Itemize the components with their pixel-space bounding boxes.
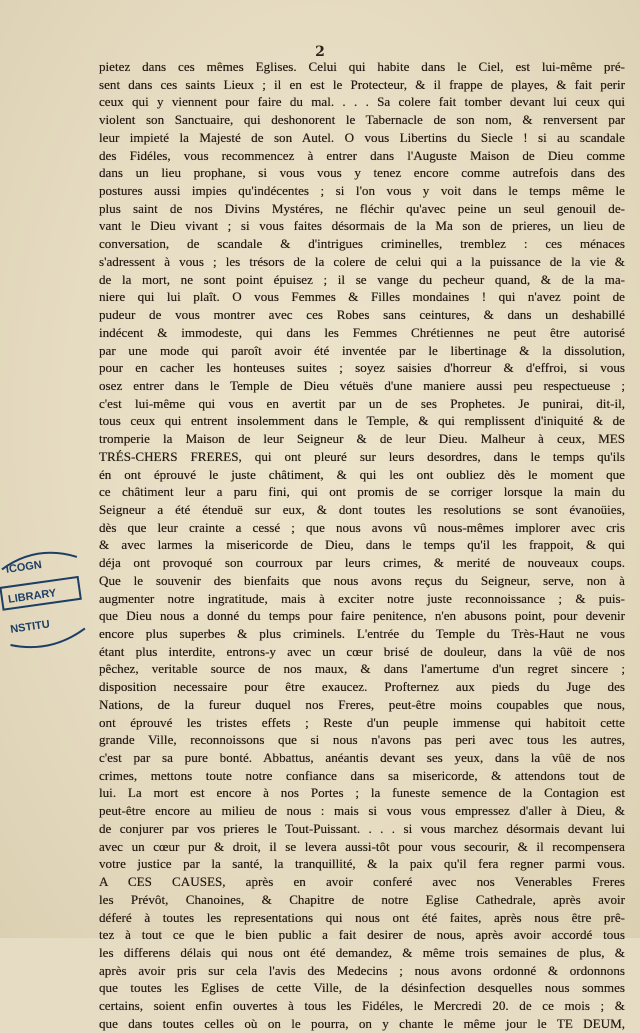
text-line: vant le Dieu vivant ; si vous faites désormais de la Ma son de prieres, un lieu de bbox=[99, 218, 625, 234]
stamp-bottom-text: NSTITU bbox=[9, 618, 51, 636]
text-line: dans un lieu prophane, si vous vous y tenez encore comme autrefois dans des bbox=[99, 165, 625, 181]
text-line: étant plus interdite, entrons-y avec un cœur brisé de douleur, dans la vûë de nos bbox=[99, 643, 625, 659]
text-line: encore plus superbes & plus criminels. L'entrée du Temple du Très-Haut ne vous bbox=[99, 626, 625, 641]
library-stamp bbox=[0, 542, 86, 650]
text-line: que dans toutes celles où on le pourra, on y chante le même jour le TE DEUM, bbox=[99, 1015, 625, 1031]
text-line: s'adressent à vous ; les trésors de la colere de celui qui a la puissance de la vie & bbox=[99, 253, 625, 269]
text-line: pietez dans ces mêmes Eglises. Celui qui habite dans le Ciel, est lui-même pré- bbox=[99, 59, 625, 74]
text-line: osez entrer dans le Temple de Dieu vétuës d'une maniere aussi peu respectueuse ; bbox=[99, 377, 625, 393]
text-line: déferé à toutes les representations qui nous ont été faites, après nous être prê- bbox=[99, 909, 625, 925]
text-line: les differens délais qui nous ont été demandez, & même trois semaines de plus, & bbox=[99, 944, 625, 960]
text-line: sent dans ces saints Lieux ; il en est le Protecteur, & il frappe de playes, & fait perir bbox=[99, 76, 625, 92]
text-line: pour en cacher les honteuses suites ; soyez saisies d'horreur & d'effroi, si vous bbox=[99, 360, 625, 376]
text-line: conversation, de scandale & d'intrigues criminelles, tremblez : ces ménaces bbox=[99, 236, 625, 252]
text-line: avec un cœur pur & droit, il se levera aussi-tôt pour vous secourir, & il recompensera bbox=[99, 838, 625, 854]
text-line: par une mode qui paroît avoir été inventée par le libertinage & la dissolution, bbox=[99, 342, 625, 358]
text-line: certains, soient enfin ouvertes à tous les Fidéles, le Mercredi 20. de ce mois ; & bbox=[99, 998, 625, 1014]
body-text bbox=[99, 58, 625, 1033]
text-line: votre justice par la santé, la tranquillité, & la paix qu'il fera regner parmi vous. bbox=[99, 856, 625, 872]
text-line: lui. La mort est encore à nos Portes ; la funeste semence de la Contagion est bbox=[99, 785, 625, 801]
text-line: dès que leur crainte a cessé ; que nous avons vû nous-mêmes implorer avec cris bbox=[99, 519, 625, 535]
text-line: tous ceux qui entrent insolemment dans le Temple, & qui remplissent d'iniquité & de bbox=[99, 413, 625, 429]
text-line: tromperie la Maison de leur Seigneur & de leur Dieu. Malheur à ceux, MES bbox=[99, 431, 625, 447]
text-line: plus saint de nos Divins Mystéres, ne fléchir qu'avec peine un seul genouil de- bbox=[99, 200, 625, 216]
text-line: & avec larmes la misericorde de Dieu, dans le temps qu'il les frappoit, & qui bbox=[99, 537, 625, 553]
text-line: grande Ville, reconnoissons que si nous n'avons pas peri avec tous les autres, bbox=[99, 732, 625, 748]
text-line: ce châtiment leur a paru fini, qui ont promis de se corriger lorsque la main du bbox=[99, 484, 625, 500]
text-line: Nations, de la fureur duquel nos Freres, peut-être moins coupables que nous, bbox=[99, 696, 625, 712]
text-line: indécent & immodeste, qui dans les Femmes Chrétiennes ne peut être autorisé bbox=[99, 324, 625, 340]
text-line: les Prévôt, Chanoines, & Chapitre de notre Eglise Cathedrale, après avoir bbox=[99, 891, 625, 907]
text-line: de la mort, ne sont point épuisez ; il se vange du pecheur quand, & de la ma- bbox=[99, 271, 625, 287]
text-line: én ont éprouvé le juste châtiment, & qui les ont oubliez dès le moment que bbox=[99, 466, 625, 482]
text-line: que Dieu nous a donné du temps pour faire penitence, n'en abusons point, pour devenir bbox=[99, 608, 625, 624]
text-line: disposition necessaire pour être exaucez. Profternez aux pieds du Juge des bbox=[99, 679, 625, 695]
text-line: violent son Sanctuaire, qui deshonorent le Tabernacle de son nom, & renversent par bbox=[99, 112, 625, 128]
text-line: niere qui lui plaît. O vous Femmes & Filles mondaines ! qui n'avez point de bbox=[99, 289, 625, 305]
text-line: après avoir pris sur cela l'avis des Medecins ; nous avons ordonné & ordonnons bbox=[99, 962, 625, 978]
text-line: c'est par sa pure bonté. Abbattus, anéantis devant ses yeux, dans la vûë de nos bbox=[99, 750, 625, 766]
text-line: leur impieté la Majesté de son Autel. O vous Libertins du Siecle ! si au scandale bbox=[99, 129, 625, 145]
text-line: postures aussi impies qu'indécentes ; si l'on vous y voit dans le temps même le bbox=[99, 183, 625, 199]
text-line: pêchez, veritable source de nos maux, & dans l'amertume d'un regret sincere ; bbox=[99, 661, 625, 677]
text-line: ont éprouvé les tristes effets ; Reste d'un peuple immense qui habitoit cette bbox=[99, 714, 625, 730]
text-line: c'est lui-même qui vous en avertit par un de ses Prophetes. Je punirai, dit-il, bbox=[99, 395, 625, 411]
stamp-top-text: ICOGN bbox=[5, 558, 43, 576]
text-line: Seigneur a été étenduë sur eux, & dont toutes les resolutions se sont évanoüies, bbox=[99, 501, 625, 517]
text-line: crimes, mettons toute notre confiance dans sa misericorde, & attendons tout de bbox=[99, 767, 625, 783]
text-line: Que le souvenir des bienfaits que nous avons reçus du Seigneur, serve, non à bbox=[99, 572, 625, 588]
text-line: ceux qui y viennent pour faire du mal. . . . Sa colere fait tomber devant lui ceux qui bbox=[99, 94, 625, 110]
text-line: pudeur de vous montrer avec ces Robes sans ceintures, & dans un deshabillé bbox=[99, 307, 625, 323]
text-line: peut-être encore au milieu de nous : mais si vous vous empressez d'aller à Dieu, & bbox=[99, 803, 625, 819]
text-line: augmenter notre ingratitude, mais à exciter notre juste reconnoissance ; & puis- bbox=[99, 590, 625, 606]
stamp-middle-text: LIBRARY bbox=[7, 587, 58, 606]
text-line: A CES CAUSES, après en avoir conferé avec nos Venerables Freres bbox=[99, 874, 625, 890]
text-line: TRÉS-CHERS FRERES, qui ont pleuré sur leurs desordres, dans le temps qu'ils bbox=[99, 448, 625, 464]
text-line: de conjurer par vos prieres le Tout-Puissant. . . . si vous marchez désormais devant lui bbox=[99, 820, 625, 836]
text-line: tez à tout ce que le bien public a fait desirer de nous, après avoir accordé tous bbox=[99, 927, 625, 943]
page-number: 2 bbox=[315, 44, 325, 60]
text-line: déja ont provoqué son courroux par leurs crimes, & merité de nouveaux coups. bbox=[99, 555, 625, 571]
text-line: des Fidéles, vous recommencez à entrer dans l'Auguste Maison de Dieu comme bbox=[99, 147, 625, 163]
text-line: que toutes les Eglises de cette Ville, de la désinfection desquelles nous sommes bbox=[99, 980, 625, 996]
